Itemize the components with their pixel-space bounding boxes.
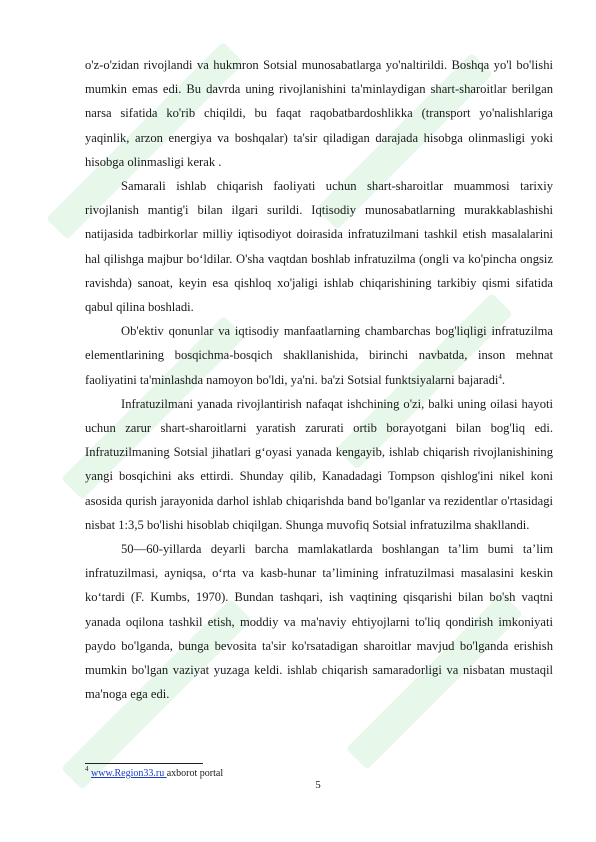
paragraph-1: o'z-o'zidan rivojlandi va hukmron Sotsial munosabatlarga yo'naltirildi. Boshqa yo'l bo'lishi mumkin emas edi. Bu davrda uning rivojlanishini ta'minlaydigan shart-sharoitlar berilgan narsa sifatida ko'rib chiqildi, bu faqat raqobatbardoshlikka (transport yo'nalishlariga yaqinlik, arzon energiya va boshqalar) ta'sir qiladigan darajada hisobga olinmasligi yoki hisobga olinmasligi kerak . [85,58,553,169]
paragraph-3-tail: . [501,372,506,387]
paragraph-5: 50—60-yillarda deyarli barcha mamlakatlarda boshlangan ta’lim bumi ta’lim infratuzilmasi, ayniqsa, o‘rta va kasb-hunar ta’limining infratuzilmasi masalasini keskin ko‘tardi (F. Kumbs, 1970). Bundan tashqari, ish vaqtining qisqarishi bilan bo'sh vaqtni yanada oqilona tashkil etish, moddiy va ma'naviy ehtiyojlarni to'liq qondirish imkoniyati paydo bo'lganda, bunga bevosita ta'sir ko'rsatadigan sharoitlar mavjud bo'lganda erishish mumkin bo'lgan vaziyat yuzaga keldi. ishlab chiqarish samaradorligi va nisbatan mustaqil ma'noga ega edi. [85,542,553,702]
body-text [85,53,553,706]
page-number: 5 [315,779,321,791]
footnote-text: axborot portal [166,768,224,779]
footnote-separator [85,763,203,764]
paragraph-3 [85,319,553,392]
footnote-reference[interactable]: 4 [498,372,502,381]
footnote-link[interactable]: www.Region33.ru [91,768,167,779]
paragraph-4: Infratuzilmani yanada rivojlantirish nafaqat ishchining o'zi, balki uning oilasi hayoti uchun zarur shart-sharoitlarni yaratish zarurati ortib borayotgani bilan bog'liq edi. Infratuzilmaning Sotsial jihatlari g‘oyasi yanada kengayib, ishlab chiqarish rivojlanishining yangi bosqichini aks ettirdi. Shunday qilib, Kanadadagi Tompson qishlog'ini nikel koni asosida qurish jarayonida darhol ishlab chiqarishda band bo'lganlar va rezidentlar o'rtasidagi nisbat 1:3,5 bo'lishi hisoblab chiqilgan. Shunga muvofiq Sotsial infratuzilma shakllandi. [85,396,553,532]
paragraph-3-text: Ob'ektiv qonunlar va iqtisodiy manfaatlarning chambarchas bog'liqligi infratuzilma elementlarining bosqichma-bosqich shakllanishida, birinchi navbatda, inson mehnat faoliyatini ta'minlashda namoyon bo'ldi, ya'ni. ba'zi Sotsial funktsiyalarni bajaradi [85,324,553,387]
footnote-mark: 4 [85,765,89,773]
paragraph-2: Samarali ishlab chiqarish faoliyati uchun shart-sharoitlar muammosi tarixiy rivojlanish mantig'i bilan ilgari surildi. Iqtisodiy munosabatlarning murakkablashishi natijasida tadbirkorlar milliy iqtisodiyot doirasida infratuzilmani tashkil etish masalalarini hal qilishga majbur bo‘ldilar. O'sha vaqtdan boshlab infratuzilma (ongli va ko'pincha ongsiz ravishda) sanoat, keyin esa qishloq xo'jaligi ishlab chiqarishining tarkibiy qismi sifatida qabul qilina boshladi. [85,179,553,315]
